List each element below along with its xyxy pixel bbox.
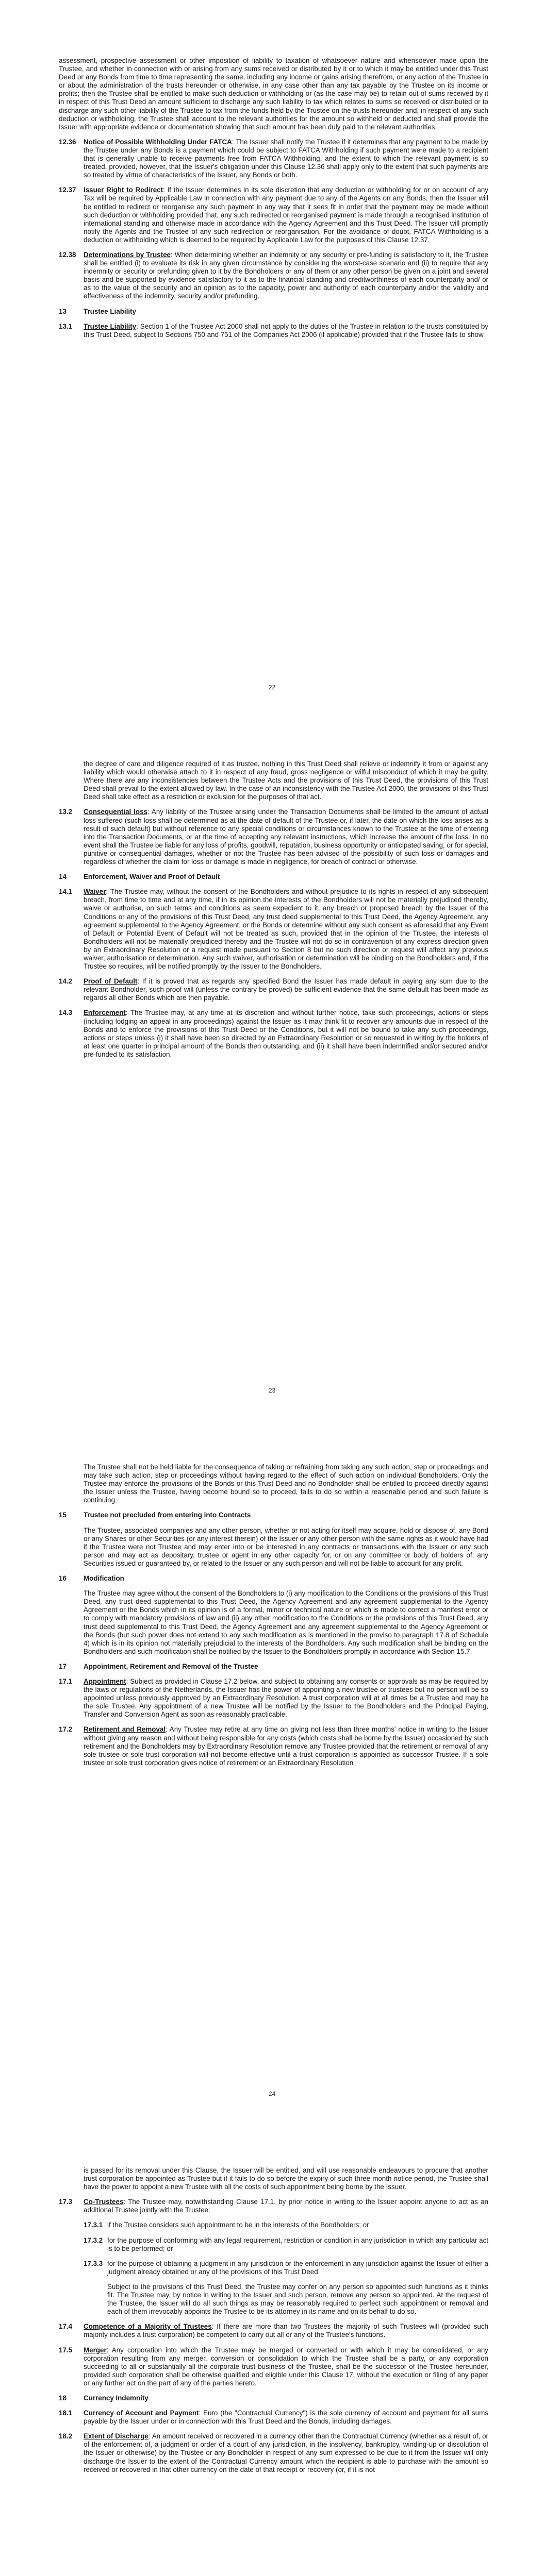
clause-text: : The Trustee may, without the consent of the Bondholders and without prejudice to its rights in respect of any subsequent breach, from time to time and at any time, if in its opinion the interests of the Bondholders will not be materially prejudiced thereby, waive or authorise, on such terms and conditions as seem expedient to it, any breach or proposed breach by the Issuer of the Conditions or any of the provisions of this Trust Deed, any trust deed supplemental to this Trust Deed, the Agency Agreement, any agreement supplemental to the Agency Agreement, or the Bonds or determine without any such consent as aforesaid that any Event of Default or Potential Event of Default will not be treated as such, provided that in the opinion of the Trustee, the interests of Bondholders will not be materially prejudiced thereby and the Trustee will not do so in contravention of any express direction given by an Extraordinary Resolution or a request made pursuant to Section 8 but no such direction or request will affect any previous waiver, authorisation or determination. Any such waiver, authorisation or determination will be binding on the Bondholders and, if the Trustee so requires, will be notified promptly by the Issuer to the Bondholders. bbox=[84, 888, 488, 971]
clause-number: 18.2 bbox=[59, 2432, 73, 2441]
section-title: Trustee Liability bbox=[84, 307, 136, 315]
clause-title: Retirement and Removal bbox=[84, 1725, 166, 1734]
clause-18-1 bbox=[59, 2409, 488, 2426]
clause-title: Appointment bbox=[84, 1677, 126, 1685]
clause-number: 17.4 bbox=[59, 2323, 73, 2331]
clause-title: Issuer Right to Redirect bbox=[84, 186, 163, 194]
clause-14-2 bbox=[59, 977, 488, 1002]
clause-text: : The Trustee may, notwithstanding Clause 17.1, by prior notice in writing to the Issuer appoint anyone to act as an additional Trustee jointly with the Trustee: bbox=[84, 2198, 488, 2214]
clause-body bbox=[84, 1677, 488, 1719]
clause-text: : Subject as provided in Clause 17.2 below, and subject to obtaining any consents or approvals as may be required by the laws or regulations of the Netherlands, the Issuer has the power of appointing a new trustee or trustees but no person will be so appointed unless previously approved by an Extraordinary Resolution. A trust corporation will at all times be a Trustee and may be the sole Trustee. Any appointment of a new Trustee will be notified by the Issuer to the Bondholders and the Principal Paying, Transfer and Conversion Agent as soon as reasonably practicable. bbox=[84, 1677, 488, 1719]
section-heading-17 bbox=[59, 1663, 488, 1671]
clause-text: : If the Issuer determines in its sole discretion that any deduction or withholding for or on account of any Tax will be required by Applicable Law in connection with any payment due to any of the Agents on any Bonds, then the Issuer will be entitled to redirect or reorganise any such payment in any way that it sees fit in order that the payment may be made without such deduction or withholding provided that, any such redirected or reorganised payment is made through a recognised institution of international standing and otherwise made in accordance with the Agency Agreement and this Trust Deed. The Issuer will promptly notify the Agents and the Trustee of any such redirection or reorganisation. For the avoidance of doubt, FATCA Withholding is a deduction or withholding which is deemed to be required by Applicable Law for the purposes of this Clause 12.37. bbox=[84, 186, 489, 244]
clause-number: 14.3 bbox=[59, 1009, 73, 1017]
clause-number: 14.2 bbox=[59, 977, 73, 986]
section-number: 16 bbox=[59, 1574, 67, 1583]
clause-text: : The Trustee may, at any time at its discretion and without further notice, take such proceedings, actions or steps (including lodging an appeal in any proceedings) against the Issuer as it may think fit to recover any amounts due in respect of the Bonds and to enforce the provisions of this Trust Deed or the Conditions, but it will not be bound to take any such proceedings, actions or steps unless (i) it shall have been so directed by an Extraordinary Resolution or so requested in writing by the holders of at least one quarter in principal amount of the Bonds then outstanding, and (ii) it shall have been indemnified and/or secured and/or pre-funded to its satisfaction. bbox=[84, 1009, 488, 1058]
page-content bbox=[59, 760, 488, 1065]
clause-title: Determinations by Trustee bbox=[84, 250, 171, 259]
subclause-17-3-3 bbox=[84, 2260, 488, 2276]
section-15-text: The Trustee, associated companies and any other person, whether or not acting for itself may acquire, hold or dispose of, any Bond or any Shares or other Securities (or any interest therein) of the Issuer or any other person with the same rights as it would have had if the Trustee were not Trustee and may enter into or be interested in any contracts or transactions with the Issuer or any such person and may act as depositary, trustee or agent in any other capacity for, or on any committee or body of holders of, any Securities issued or guaranteed by, or related to the Issuer or any such person and will not be liable to account for any profit. bbox=[84, 1526, 488, 1567]
subclause-number: 17.3.3 bbox=[84, 2259, 103, 2267]
section-title: Enforcement, Waiver and Proof of Default bbox=[84, 873, 220, 881]
subclause-text: for the purpose of conforming with any legal requirement, restriction or condition in any jurisdiction in which any particular act is to be performed; or bbox=[107, 2236, 488, 2252]
section-number: 18 bbox=[59, 2394, 67, 2402]
section-number: 13 bbox=[59, 307, 67, 315]
section-16-text: The Trustee may agree without the consent of the Bondholders to (i) any modification to the Conditions or the provisions of this Trust Deed, any trust deed supplemental to this Trust Deed, the Agency Agreement and any agreement supplemental to the Agency Agreement or the Bonds which in its opinion is of a formal, minor or technical nature or which is made to correct a manifest error or to comply with mandatory provisions of law and (ii) any other modification to the Conditions or the provisions of this Trust Deed, any trust deed supplemental to this Trust Deed, the Agency Agreement and any agreement supplemental to the Agency Agreement or the Bonds (but such power does not extend to any such modification as is mentioned in the proviso to paragraph 17.8 of Schedule 4) which is in its opinion not materially prejudicial to the interests of the Bondholders. Any such modification shall be binding on the Bondholders and such modification shall be notified by the Issuer to the Bondholders promptly in accordance with Section 15.7. bbox=[84, 1589, 488, 1655]
clause-17-4 bbox=[59, 2323, 488, 2339]
clause-body bbox=[84, 2432, 488, 2473]
clause-13-1 bbox=[59, 323, 488, 339]
clause-body bbox=[84, 251, 488, 301]
clause-body bbox=[84, 808, 488, 866]
subclause-text: if the Trustee considers such appointment to be in the interests of the Bondholders; or bbox=[107, 2221, 369, 2229]
clause-number: 17.3 bbox=[59, 2198, 73, 2206]
clause-title: Enforcement bbox=[84, 1009, 126, 1017]
subclause-text: for the purpose of obtaining a judgment in any jurisdiction or the enforcement in any jurisdiction against the Issuer of either a judgment already obtained or any of the provisions of this Trust Deed. bbox=[107, 2259, 488, 2276]
document-page-25 bbox=[0, 2110, 544, 2576]
clause-text: : The Issuer shall notify the Trustee if it determines that any payment to be made by the Trustee under any Bonds is a payment which could be subject to FATCA Withholding if such payment were made to a recipient that is generally unable to receive payments free from FATCA Withholding, and the extent to which the relevant payment is so treated, provided, however, that the Issuer's obligation under this Clause 12.36 shall apply only to the extent that such payments are so treated by virtue of characteristics of the Issuer, any Bonds or both. bbox=[84, 138, 488, 179]
clause-17-1 bbox=[59, 1677, 488, 1719]
clause-body bbox=[84, 2409, 488, 2426]
paragraph-continuation: is passed for its removal under this Clause, the Issuer will be entitled, and will use reasonable endeavours to procure that another trust corporation be appointed as Trustee but if it fails to do so before the expiry of such three month notice period, the Trustee shall have the power to appoint a new Trustee with all the costs of such appointment being borne by the Issuer. bbox=[84, 2166, 488, 2191]
page-content bbox=[59, 2166, 488, 2481]
clause-body bbox=[84, 977, 488, 1002]
clause-12-38 bbox=[59, 251, 488, 301]
clause-12-36 bbox=[59, 138, 488, 179]
clause-13-2 bbox=[59, 808, 488, 866]
clause-18-2 bbox=[59, 2432, 488, 2473]
clause-number: 12.37 bbox=[59, 186, 76, 194]
clause-body bbox=[84, 2323, 488, 2339]
clause-title: Extent of Discharge bbox=[84, 2432, 149, 2441]
clause-17-3 bbox=[59, 2198, 488, 2214]
page-number: 23 bbox=[268, 1387, 276, 1394]
document-page-22 bbox=[0, 0, 544, 703]
clause-number: 12.36 bbox=[59, 138, 76, 146]
clause-body bbox=[84, 186, 488, 244]
clause-title: Currency of Account and Payment bbox=[84, 2409, 199, 2417]
clause-number: 17.2 bbox=[59, 1725, 73, 1734]
clause-text: : If it is proved that as regards any specified Bond the Issuer has made default in paying any sum due to the relevant Bondholder, such proof will (unless the contrary be proved) be sufficient evidence that the same default has been made as regards all other Bonds which are then payable. bbox=[84, 977, 488, 1002]
clause-title: Co-Trustees bbox=[84, 2198, 124, 2206]
clause-14-1 bbox=[59, 888, 488, 971]
clause-text: : If there are more than two Trustees the majority of such Trustees will (provided such majority includes a trust corporation) be competent to carry out all or any of the Trustee's functions. bbox=[84, 2323, 488, 2339]
subclause-17-3-2 bbox=[84, 2236, 488, 2253]
clause-body bbox=[84, 888, 488, 971]
clause-text: : Any Trustee may retire at any time on giving not less than three months' notice in writing to the Issuer without giving any reason and without being responsible for any costs (which costs shall be borne by the Issuer) occasioned by such retirement and the Bondholders may by Extraordinary Resolution remove any Trustee provided that the retirement or removal of any sole trustee or sole trust corporation will not become effective until a trust corporation is appointed as successor Trustee. If a sole trustee or sole trust corporation gives notice of retirement or an Extraordinary Resolution bbox=[84, 1725, 489, 1767]
clause-text: : When determining whether an indemnity or any security or pre-funding is satisfactory to it, the Trustee shall be entitled (i) to evaluate its risk in any given circumstance by considering the worst-case scenario and (ii) to require that any indemnity or security or prefunding given to it by the Bondholders or any of them or any other person be given on a joint and several basis and be supported by evidence satisfactory to it as to the financial standing and creditworthiness of each counterparty and/ or as to the value of the security and an opinion as to the capacity, power and authority of each counterparty and/or the validity and effectiveness of the indemnity, security and/or prefunding. bbox=[84, 250, 488, 300]
clause-number: 17.5 bbox=[59, 2346, 73, 2354]
subclause-number: 17.3.1 bbox=[84, 2221, 103, 2229]
section-title: Trustee not precluded from entering into Contracts bbox=[84, 1511, 251, 1519]
clause-17-5 bbox=[59, 2346, 488, 2387]
section-heading-14 bbox=[59, 873, 488, 881]
clause-text: : Any corporation into which the Trustee may be merged or converted or with which it may be consolidated, or any corporation resulting from any merger, conversion or consolidation to which the Trustee shall be a party, or any corporation succeeding to all or substantially all the corporate trust business of the Trustee, shall be the successor of the Trustee hereunder, provided such corporation shall be otherwise qualified and eligible under this Clause 17, without the execution or filing of any paper or any further act on the part of any of the parties hereto. bbox=[84, 2346, 488, 2387]
page-number: 24 bbox=[268, 2090, 276, 2097]
clause-number: 13.2 bbox=[59, 808, 73, 816]
section-heading-16 bbox=[59, 1574, 488, 1583]
section-title: Modification bbox=[84, 1574, 124, 1583]
clause-17-2 bbox=[59, 1725, 488, 1767]
page-number: 22 bbox=[268, 684, 276, 691]
clause-body bbox=[84, 1725, 488, 1767]
clause-14-3 bbox=[59, 1009, 488, 1059]
paragraph-continuation: The Trustee shall not be held liable for the consequence of taking or refraining from taking any such action, step or proceedings and may take such action, step or proceedings without having regard to the effect of such action on individual Bondholders. Only the Trustee may enforce the provisions of the Bonds or this Trust Deed and no Bondholder shall be entitled to proceed directly against the Issuer unless the Trustee, having become bound so to proceed, fails to do so within a reasonable period and such failure is continuing. bbox=[84, 1463, 488, 1504]
clause-title: Waiver bbox=[84, 888, 106, 896]
clause-title: Proof of Default bbox=[84, 977, 138, 986]
clause-body bbox=[84, 2346, 488, 2387]
clause-text: : An amount received or recovered in a currency other than the Contractual Currency (whether as a result of, or of the enforcement of, a judgment or order of a court of any jurisdiction, in the insolvency, bankruptcy, winding-up or dissolution of the Issuer or otherwise) by the Trustee or any Bondholder in respect of any sum expressed to be due to it from the Issuer will only discharge the Issuer to the extent of the Contractual Currency amount which the recipient is able to purchase with the amount so received or recovered in that other currency on the date of that receipt or recovery (or, if it is not bbox=[84, 2432, 488, 2473]
clause-text: : Any liability of the Trustee arising under the Transaction Documents shall be limited to the amount of actual loss suffered (such loss shall be determined as at the date of default of the Trustee or, if later, the date on which the loss arises as a result of such default) but without reference to any special conditions or circumstances known to the Trustee at the time of entering into the Transaction Documents, or at the time of accepting any relevant instructions, which increase the amount of the loss. In no event shall the Trustee be liable for any loss of profits, goodwill, reputation, business opportunity or anticipated saving, or for special, punitive or consequential damages, whether or not the Trustee has been advised of the possibility of such loss or damages and regardless of whether the claim for loss or damage is made in negligence, for breach of contract or otherwise. bbox=[84, 808, 488, 866]
clause-12-37 bbox=[59, 186, 488, 244]
clause-number: 18.1 bbox=[59, 2409, 73, 2417]
section-heading-13 bbox=[59, 308, 488, 316]
section-number: 15 bbox=[59, 1511, 67, 1519]
page-content bbox=[59, 57, 488, 346]
clause-body bbox=[84, 138, 488, 179]
clause-17-3-tail: Subject to the provisions of this Trust Deed, the Trustee may confer on any person so appointed such functions as it thinks fit. The Trustee may, by notice in writing to the Issuer and such person, remove any person so appointed. At the request of the Trustee, the Issuer will do all such things as may be reasonably required to perfect such appointment or removal and each of them irrevocably appoints the Trustee to be its attorney in its name and on its behalf to do so. bbox=[107, 2282, 488, 2316]
section-number: 17 bbox=[59, 1662, 67, 1670]
clause-body bbox=[84, 2198, 488, 2214]
clause-text: : Section 1 of the Trustee Act 2000 shall not apply to the duties of the Trustee in relation to the trusts constituted by this Trust Deed, subject to Sections 750 and 751 of the Companies Act 2006 (if applicable) provided that if the Trustee fails to show bbox=[84, 322, 488, 338]
section-title: Currency Indemnity bbox=[84, 2394, 149, 2402]
section-heading-18 bbox=[59, 2394, 488, 2402]
clause-body bbox=[84, 1009, 488, 1059]
clause-number: 17.1 bbox=[59, 1677, 73, 1685]
clause-title: Merger bbox=[84, 2346, 107, 2354]
clause-number: 12.38 bbox=[59, 250, 76, 259]
document-page-23 bbox=[0, 703, 544, 1406]
section-number: 14 bbox=[59, 873, 67, 881]
document-page-24 bbox=[0, 1406, 544, 2110]
clause-number: 14.1 bbox=[59, 888, 73, 896]
page-content bbox=[59, 1463, 488, 1774]
section-heading-15 bbox=[59, 1511, 488, 1519]
clause-body bbox=[84, 323, 488, 339]
paragraph-continuation: assessment, prospective assessment or other imposition of liability to taxation of whatsoever nature and whensoever made upon the Trustee, and whether in connection with or arising from any sums received or distributed by it or to which it may be entitled under this Trust Deed or any Bonds from time to time representing the same, including any income or gains arising therefrom, or any action of the Trustee in or about the administration of the trusts hereunder or otherwise, in any case other than any tax payable by the Trustee on its income or profits; then the Trustee shall be entitled to make such deduction or withholding or (as the case may be) to retain out of sums received by it in respect of this Trust Deed an amount sufficient to discharge any such liability to tax which relates to sums so received or distributed or to discharge any such other liability of the Trustee to tax from the funds held by the Trustee on the trusts hereunder and, in respect of any such deduction or withholding, the Trustee shall account to the relevant authorities for the amount so withheld or deducted and shall provide the Issuer with appropriate evidence or documentation showing that such amount has been duly paid to the relevant authorities. bbox=[59, 57, 488, 131]
section-title: Appointment, Retirement and Removal of the Trustee bbox=[84, 1662, 258, 1670]
clause-text: : Euro (the "Contractual Currency") is the sole currency of account and payment for all sums payable by the Issuer under or in connection with this Trust Deed and the Bonds, including damages. bbox=[84, 2409, 488, 2426]
clause-title: Consequential loss bbox=[84, 808, 147, 816]
clause-title: Competence of a Majority of Trustees bbox=[84, 2323, 212, 2331]
subclause-number: 17.3.2 bbox=[84, 2236, 103, 2244]
clause-number: 13.1 bbox=[59, 322, 73, 330]
paragraph-continuation: the degree of care and diligence required of it as trustee, nothing in this Trust Deed shall relieve or indemnify it from or against any liability which would otherwise attach to it in respect of any fraud, gross negligence or wilful misconduct of which it may be guilty. Where there are any inconsistencies between the Trustee Acts and the provisions of this Trust Deed, the provisions of this Trust Deed shall prevail to the extent allowed by law. In the case of an inconsistency with the Trustee Act 2000, the provisions of this Trust Deed shall take effect as a restriction or exclusion for the purposes of that act. bbox=[84, 760, 488, 801]
subclause-17-3-1 bbox=[84, 2221, 488, 2229]
clause-title: Notice of Possible Withholding Under FATCA bbox=[84, 138, 232, 146]
clause-title: Trustee Liability bbox=[84, 322, 137, 330]
